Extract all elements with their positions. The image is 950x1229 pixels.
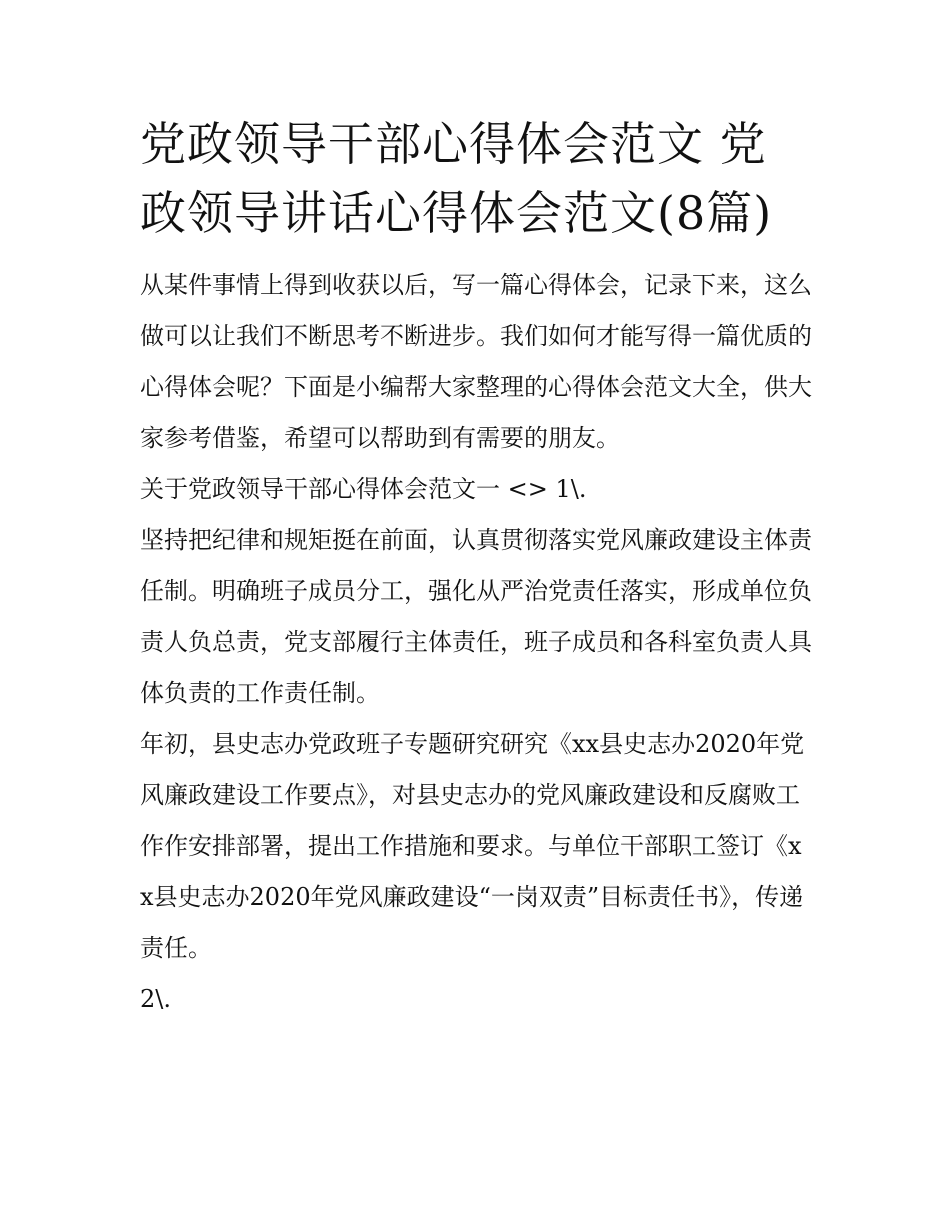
- document-page: [140, 110, 812, 1025]
- section-number: 2\.: [140, 985, 171, 1013]
- document-title: 党政领导干部心得体会范文 党政领导讲话心得体会范文(8篇): [140, 117, 773, 240]
- body-paragraph: 年初，县史志办党政班子专题研究研究《xx县史志办2020年党风廉政建设工作要点》，对县史志办的党风廉政建设和反腐败工作作安排部署，提出工作措施和要求。与单位干部职工签订《xx县史志办2020年党风廉政建设“一岗双责”目标责任书》，传递责任。: [140, 730, 805, 962]
- intro-paragraph: 从某件事情上得到收获以后，写一篇心得体会，记录下来，这么做可以让我们不断思考不断进步。我们如何才能写得一篇优质的心得体会呢？下面是小编帮大家整理的心得体会范文大全，供大家参考借鉴，希望可以帮助到有需要的朋友。: [140, 271, 812, 452]
- section-heading: 关于党政领导干部心得体会范文一 <> 1\.: [140, 475, 587, 503]
- body-paragraph: 坚持把纪律和规矩挺在前面，认真贯彻落实党风廉政建设主体责任制。明确班子成员分工，强化从严治党责任落实，形成单位负责人负总责，党支部履行主体责任，班子成员和各科室负责人具体负责的工作责任制。: [140, 526, 812, 707]
